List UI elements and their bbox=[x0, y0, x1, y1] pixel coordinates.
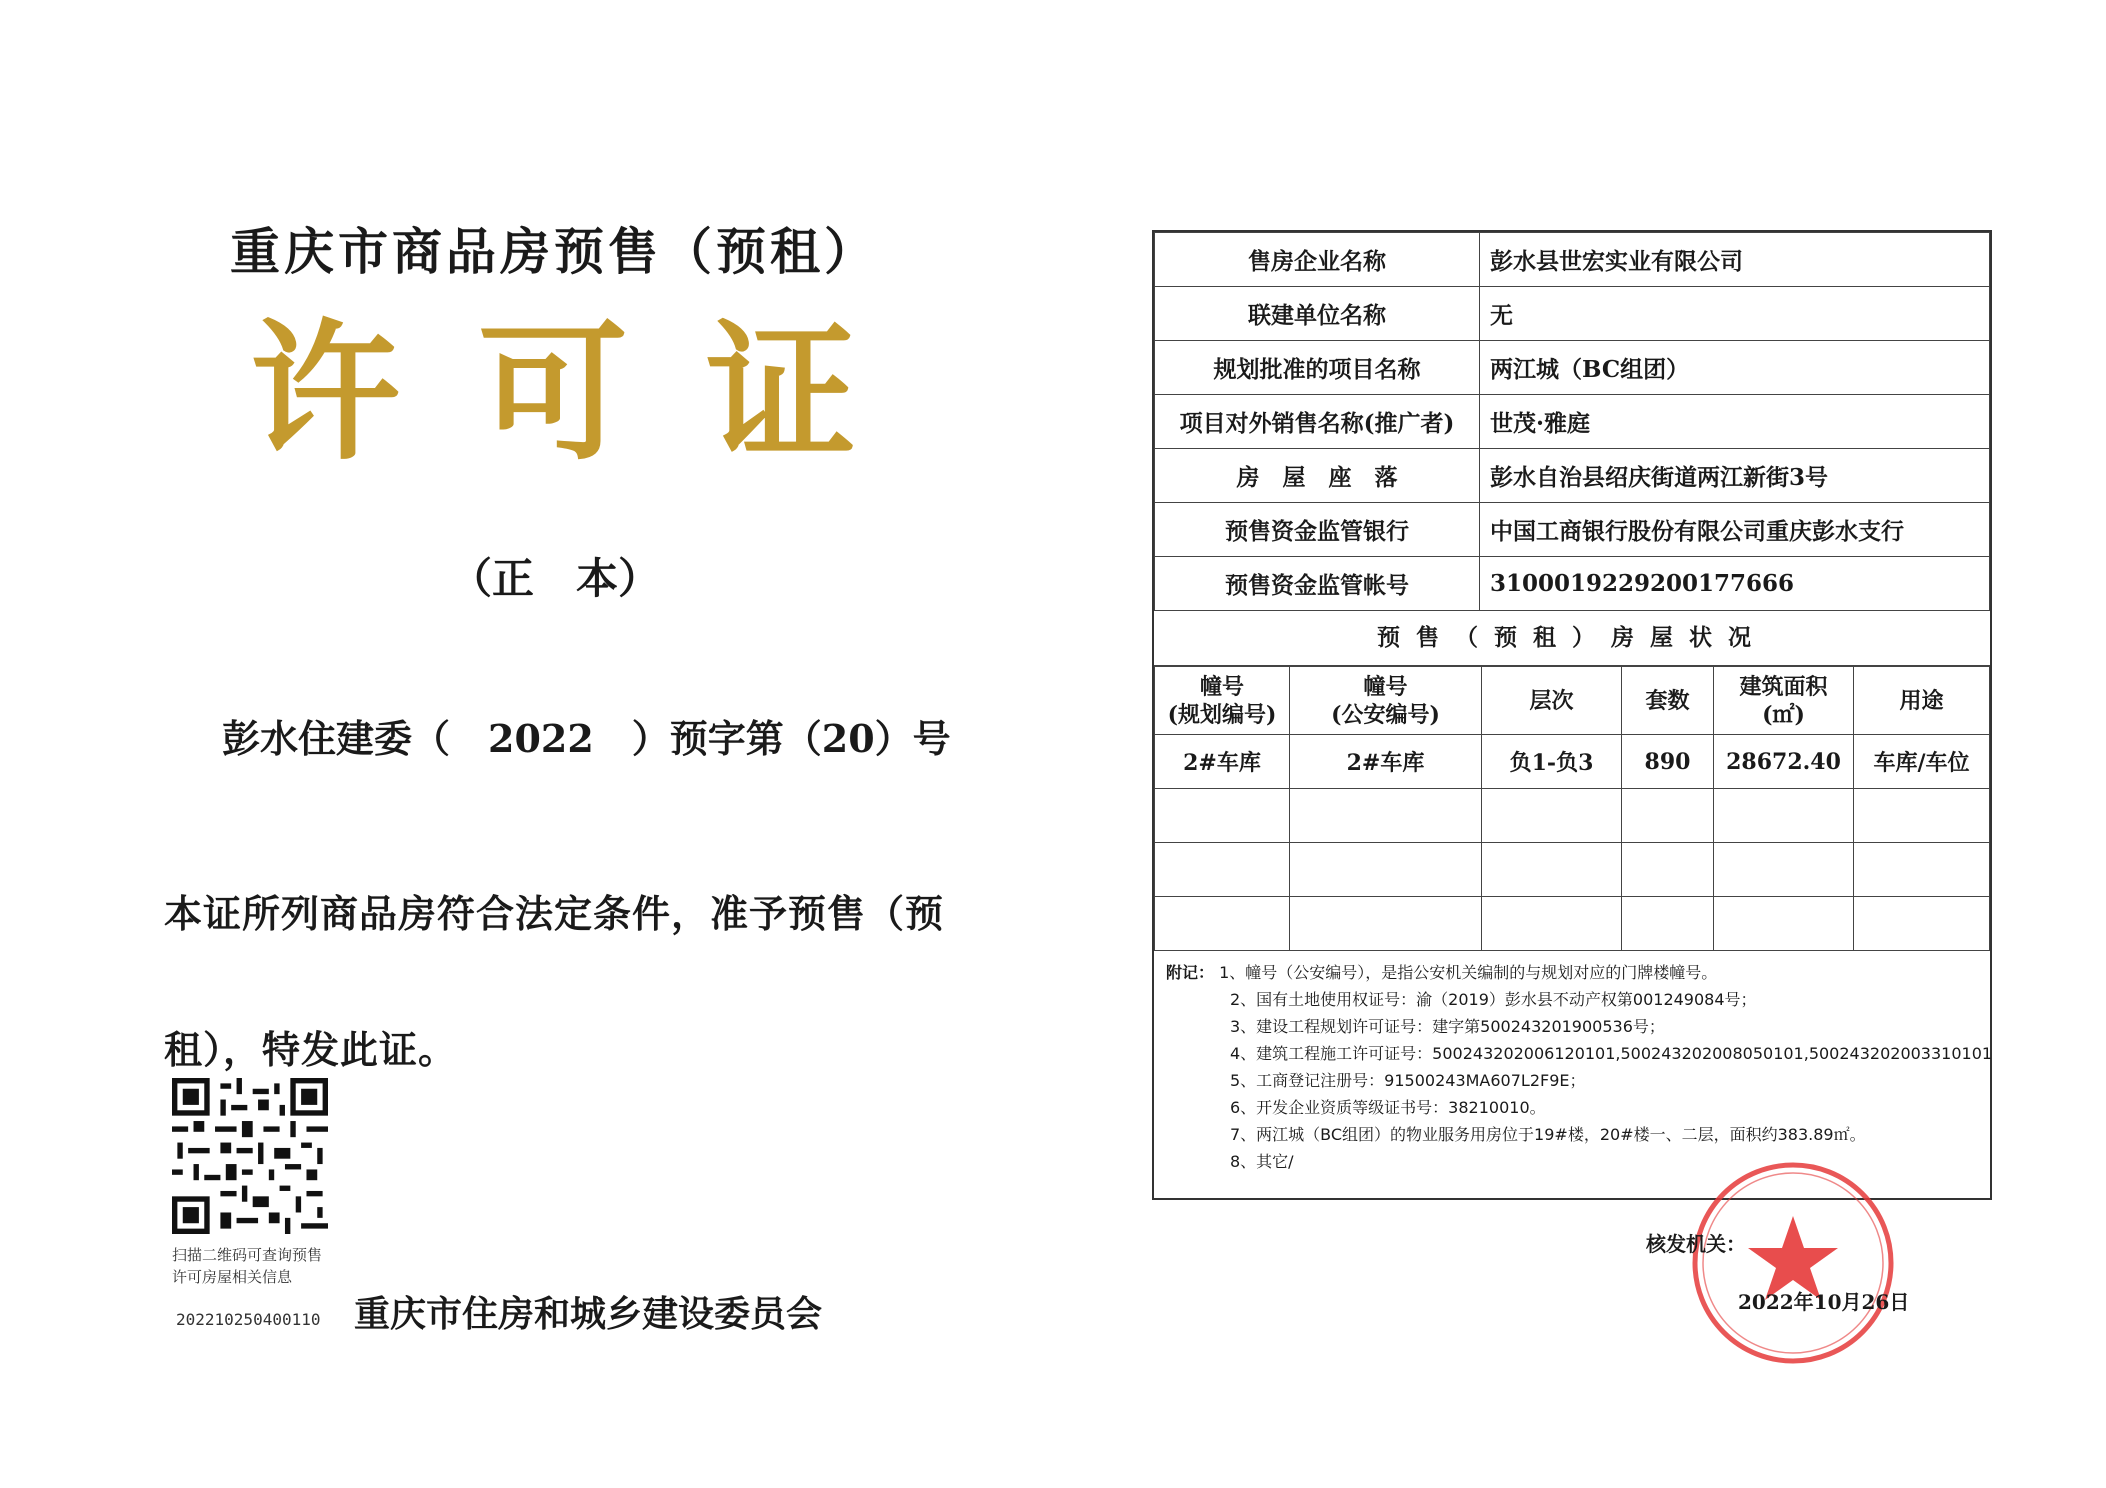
header-text: 套数 bbox=[1645, 687, 1690, 714]
info-label: 规划批准的项目名称 bbox=[1155, 341, 1480, 395]
status-header-row bbox=[1155, 667, 1990, 735]
table-cell: 车库/车位 bbox=[1854, 735, 1990, 789]
official-seal-icon bbox=[1688, 1158, 1898, 1368]
issuing-authority: 重庆市住房和城乡建设委员会 bbox=[354, 1293, 823, 1335]
column-header bbox=[1155, 667, 1290, 735]
info-value: 彭水自治县绍庆街道两江新街3号 bbox=[1480, 449, 1990, 503]
column-header bbox=[1290, 667, 1482, 735]
qr-code-icon bbox=[172, 1078, 328, 1234]
info-row bbox=[1155, 449, 1990, 503]
header-text: 幢号 (规划编号) bbox=[1167, 673, 1277, 728]
status-section-title: 预售（预租）房屋状况 bbox=[1154, 611, 1990, 666]
info-label: 项目对外销售名称(推广者) bbox=[1155, 395, 1480, 449]
certificate-title-line1: 重庆市商品房预售（预租） bbox=[230, 222, 878, 281]
info-row bbox=[1155, 233, 1990, 287]
note-line: 3、建设工程规划许可证号：建字第500243201900536号； bbox=[1230, 1017, 1665, 1036]
header-text: 幢号 (公安编号) bbox=[1331, 673, 1440, 728]
column-header bbox=[1482, 667, 1622, 735]
header-text: 用途 bbox=[1899, 687, 1944, 714]
qr-note: 扫描二维码可查询预售许可房屋相关信息 bbox=[172, 1246, 323, 1286]
info-value: 3100019229200177666 bbox=[1480, 557, 1990, 611]
info-label: 联建单位名称 bbox=[1155, 287, 1480, 341]
header-text: 层次 bbox=[1529, 687, 1574, 714]
issue-date: 2022年10月26日 bbox=[1738, 1290, 1910, 1314]
table-row bbox=[1155, 735, 1990, 789]
info-value: 两江城（BC组团） bbox=[1480, 341, 1990, 395]
info-row bbox=[1155, 557, 1990, 611]
table-row-empty bbox=[1155, 789, 1990, 843]
info-row bbox=[1155, 395, 1990, 449]
table-cell: 2#车库 bbox=[1290, 735, 1482, 789]
qr-code-number: 202210250400110 bbox=[176, 1310, 321, 1329]
info-row bbox=[1155, 287, 1990, 341]
info-label: 预售资金监管银行 bbox=[1155, 503, 1480, 557]
issuing-office-label: 核发机关： bbox=[1646, 1232, 1746, 1256]
info-value: 彭水县世宏实业有限公司 bbox=[1480, 233, 1990, 287]
info-label: 房 屋 座 落 bbox=[1155, 449, 1480, 503]
info-value: 世茂·雅庭 bbox=[1480, 395, 1990, 449]
table-cell: 890 bbox=[1622, 735, 1714, 789]
info-label: 预售资金监管帐号 bbox=[1155, 557, 1480, 611]
info-row bbox=[1155, 503, 1990, 557]
info-row bbox=[1155, 341, 1990, 395]
note-line: 5、工商登记注册号：91500243MA607L2F9E； bbox=[1230, 1071, 1586, 1090]
certificate-number: 彭水住建委（ 2022 ）预字第（20）号 bbox=[222, 716, 951, 761]
table-cell: 负1-负3 bbox=[1482, 735, 1622, 789]
notes-section bbox=[1154, 951, 1993, 1183]
column-header bbox=[1714, 667, 1854, 735]
note-line: 8、其它/ bbox=[1230, 1152, 1294, 1171]
info-table bbox=[1154, 232, 1990, 611]
info-value: 无 bbox=[1480, 287, 1990, 341]
note-line: 2、国有土地使用权证号：渝（2019）彭水县不动产权第001249084号； bbox=[1230, 990, 1757, 1009]
note-line: 7、两江城（BC组团）的物业服务用房位于19#楼，20#楼一、二层，面积约383.89㎡。 bbox=[1230, 1125, 1866, 1144]
status-table bbox=[1154, 666, 1990, 951]
table-row-empty bbox=[1155, 843, 1990, 897]
certificate-description: 本证所列商品房符合法定条件，准予预售（预租），特发此证。 bbox=[164, 891, 945, 1072]
column-header bbox=[1622, 667, 1714, 735]
copy-type: （正 本） bbox=[450, 554, 661, 603]
license-details-sheet bbox=[1152, 230, 1992, 1200]
certificate-title-line2: 许可证 bbox=[250, 305, 935, 481]
note-line: 4、建筑工程施工许可证号：500243202006120101,500243202008050101,500243202003310101 bbox=[1230, 1044, 1993, 1063]
notes-header: 附记： bbox=[1166, 963, 1215, 982]
header-text: 建筑面积 (㎡) bbox=[1739, 673, 1828, 728]
info-value: 中国工商银行股份有限公司重庆彭水支行 bbox=[1480, 503, 1990, 557]
column-header bbox=[1854, 667, 1990, 735]
table-row-empty bbox=[1155, 897, 1990, 951]
note-line: 1、幢号（公安编号），是指公安机关编制的与规划对应的门牌楼幢号。 bbox=[1219, 963, 1718, 982]
table-cell: 28672.40 bbox=[1714, 735, 1854, 789]
table-cell: 2#车库 bbox=[1155, 735, 1290, 789]
note-line: 6、开发企业资质等级证书号：38210010。 bbox=[1230, 1098, 1546, 1117]
info-label: 售房企业名称 bbox=[1155, 233, 1480, 287]
